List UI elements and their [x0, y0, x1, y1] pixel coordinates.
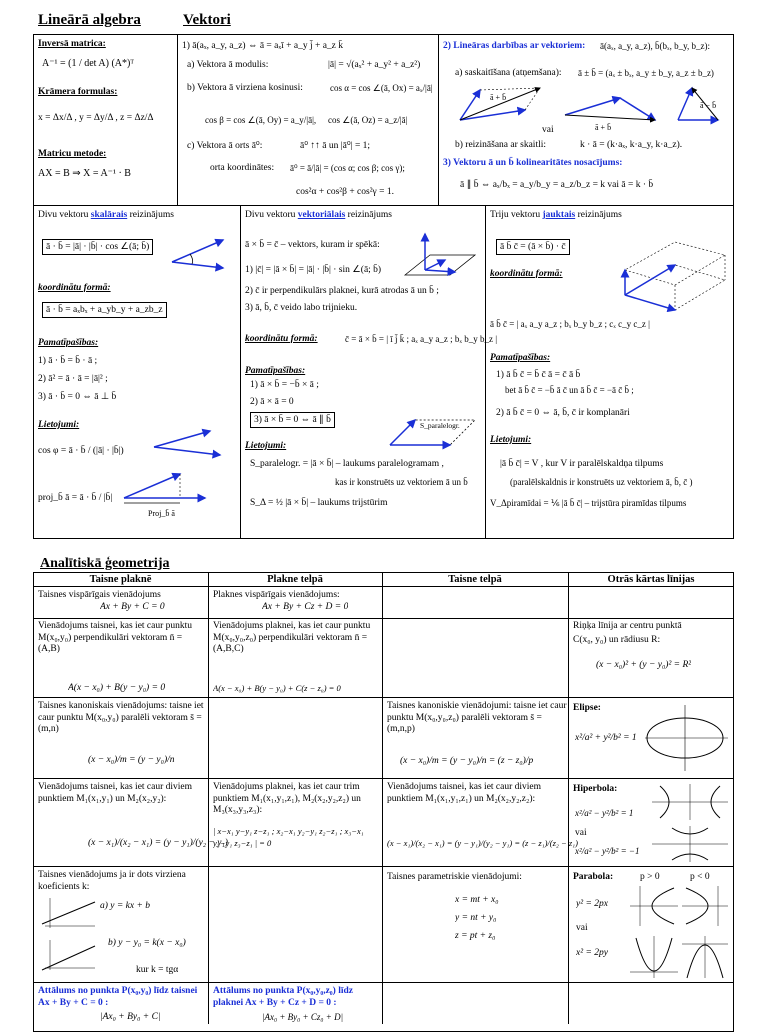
parallelogram-area-label: S_paralelogr.	[420, 421, 460, 430]
scalar-prop-1: 1) ā · b̄ = b̄ · ā ;	[38, 356, 98, 366]
triple-prop-1b: bet ā b̄ c̄ = −b̄ ā c̄ un ā b̄ c̄ = −ā c̄ b̄ ;	[505, 385, 634, 395]
inverse-matrix-title: Inversā matrica:	[38, 39, 106, 49]
line-point-normal-text: Vienādojums taisnei, kas iet caur punktu M(x₀,y₀) perpendikulāri vektoram n̄ = (A,B)	[38, 621, 193, 654]
canonical-space-line-equation: (x − x₀)/m = (y − y₀)/n = (z − z₀)/p	[400, 756, 534, 766]
scalar-coord-label: koordinātu formā:	[38, 283, 111, 293]
triple-use-volume-note: (paralēlskaldnis ir konstruēts uz vektoriem ā, b̄, c̄ )	[510, 477, 693, 487]
cross-prop-2: 2) ā × ā = 0	[250, 397, 294, 407]
module-formula: |ā| = √(aₓ² + a_y² + a_z²)	[328, 60, 421, 70]
cross-title	[245, 209, 392, 221]
triple-use-pyramid: V_Δpiramīdai = ⅙ |ā b̄ c̄| – trijstūra piramīdas tilpums	[490, 498, 687, 508]
row-divider-4	[33, 866, 734, 867]
inverse-matrix-formula: A⁻¹ = (1 / det A) (A*)ᵀ	[42, 58, 134, 69]
scalar-mult-label: b) reizināšana ar skaitli:	[455, 140, 547, 150]
col-divider-3	[568, 572, 569, 1024]
hyperbola-graph	[650, 782, 730, 864]
direction-cosines-label: b) Vektora ā virziena kosinusi:	[187, 83, 303, 93]
ort-text: ā⁰ ↑↑ ā un |ā⁰| = 1;	[300, 141, 371, 151]
ellipse-graph	[640, 703, 730, 773]
three-point-plane-equation: | x−x₁ y−y₁ z−z₁ ; x₂−x₁ y₂−y₁ z₂−z₁ ; x₃−x₁ y₃−y₁ z₃−z₁ | = 0	[213, 826, 364, 848]
parabola-equation-1: y² = 2px	[576, 899, 608, 909]
ort-identity: cos²α + cos²β + cos²γ = 1.	[296, 187, 394, 197]
triple-prop-1: 1) ā b̄ c̄ = b̄ c̄ ā = c̄ ā b̄	[496, 370, 581, 380]
scalar-use-diagram	[150, 425, 230, 465]
scalar-prop-3: 3) ā · b̄ = 0 ⇔ ā ⊥ b̄	[38, 392, 117, 402]
cross-title-word: vektoru	[266, 210, 296, 220]
two-point-space-line-text: Vienādojums taisnei, kas iet caur diviem punktiem M₁(x₁,y₁,z₁) un M₂(x₂,y₂,z₂):	[387, 782, 542, 804]
point-line-distance-text	[38, 986, 206, 1012]
linear-ops-title: 2) Lineāras darbības ar vektoriem:	[443, 41, 586, 51]
canonical-line-equation: (x − x₀)/m = (y − y₀)/n	[88, 755, 175, 765]
cross-prop-perpendicular: 2) c̄ ir perpendikulārs plaknei, kurā atrodas ā un b̄ ;	[245, 286, 439, 296]
scalar-prop-2: 2) ā² = ā · ā = |ā|² ;	[38, 374, 108, 384]
point-line-distance-label: Attālums no punkta P(x₀,y₀) līdz taisnei Ax + By + C = 0 :	[38, 986, 198, 1008]
col-divider-2	[382, 572, 383, 1024]
page-title-linear-algebra: Lineārā algebra	[38, 12, 141, 28]
circle-center: C(x₀, y₀) un rādiusu R:	[573, 635, 661, 645]
circle-label: Riņķa līnija ar centru punktā	[573, 621, 682, 631]
scalar-definition: ā · b̄ = |ā| · |b̄| · cos ∠(ā; b̄)	[42, 239, 153, 255]
page-title-vectors: Vektori	[183, 12, 231, 28]
cross-definition: ā × b̄ = c̄ – vektors, kuram ir spēkā:	[245, 240, 380, 250]
parabola-label: Parabola:	[573, 872, 614, 882]
parametric-line-text: Taisnes parametriskie vienādojumi:	[387, 872, 522, 882]
col-divider-1	[208, 572, 209, 1024]
parabola-positive: p > 0	[640, 872, 660, 882]
point-slope-equation: b) y − y₀ = k(x − x₀)	[108, 938, 186, 948]
cramer-title: Krāmera formulas:	[38, 87, 118, 97]
scalar-title-pre: Divu	[38, 210, 57, 220]
direction-cosine-gamma: cos ∠(ā, Oz) = a_z/|ā|	[328, 115, 408, 125]
scalar-title-word: vektoru	[59, 210, 89, 220]
header-line-in-space: Taisne telpā	[448, 574, 502, 585]
slope-line-graph	[40, 896, 100, 976]
general-plane-equation: Ax + By + Cz + D = 0	[262, 602, 349, 612]
cross-title-pre: Divu	[245, 210, 264, 220]
hyperbola-equation-1: x²/a² − y²/b² = 1	[575, 808, 634, 818]
plane-point-normal-equation: A(x − x₀) + B(y − y₀) + C(z − z₀) = 0	[213, 683, 341, 693]
cross-prop-right-triple: 3) ā, b̄, c̄ veido labo trijnieku.	[245, 303, 358, 313]
scalar-title-key: skalārais	[90, 210, 128, 220]
triple-title-pre: Triju	[490, 210, 509, 220]
slope-intercept-equation: a) y = kx + b	[100, 901, 151, 911]
vector-coordinates: 1) ā(aₓ, a_y, a_z) ⇔ ā = aₓī + a_y j̄ + a_z k̄	[182, 41, 344, 51]
triple-use-volume: |ā b̄ c̄| = V , kur V ir paralēlskaldņa tilpums	[500, 459, 664, 469]
ort-label: c) Vektora ā orts ā⁰:	[187, 141, 263, 151]
scalar-title-post: reizinājums	[129, 210, 174, 220]
cross-prop-1: 1) ā × b̄ = −b̄ × ā ;	[250, 380, 319, 390]
or-label: vai	[542, 125, 554, 135]
triple-coord-label: koordinātu formā:	[490, 269, 563, 279]
analytic-geometry-title: Analītiskā ģeometrija	[40, 556, 170, 571]
general-line-equation-label: Taisnes vispārīgais vienādojums	[38, 590, 161, 600]
row-divider-2	[33, 697, 734, 698]
scalar-title	[38, 209, 174, 221]
row-divider-3	[33, 778, 734, 779]
header-second-order: Otrās kārtas līnijas	[607, 574, 695, 585]
amb-label: ā − b̄	[700, 101, 717, 110]
triple-title-post: reizinājums	[577, 210, 622, 220]
cross-coord-label: koordinātu formā:	[245, 334, 318, 344]
canonical-line-text: Taisnes kanoniskais vienādojums: taisne iet caur punktu M(x₀,y₀) paralēli vektoram s̄ = (m,n)	[38, 701, 204, 734]
module-label: a) Vektora ā modulis:	[187, 60, 269, 70]
cross-prop-magnitude: 1) |c̄| = |ā × b̄| = |ā| · |b̄| · sin ∠(ā; b̄)	[245, 265, 382, 275]
direction-cosine-alpha: cos α = cos ∠(ā, Ox) = aₓ/|ā|	[330, 83, 433, 93]
cross-product-diagram	[400, 230, 480, 285]
scalar-use-cos: cos φ = ā · b̄ / (|ā| · |b̄|)	[38, 446, 124, 456]
triple-title-word: vektoru	[511, 210, 541, 220]
cross-coord-formula: c̄ = ā × b̄ = | ī j̄ k̄ ; aₓ a_y a_z ; bₓ b_y b_z |	[345, 334, 498, 344]
addition-formula: ā ± b̄ = (aₓ ± bₓ, a_y ± b_y, a_z ± b_z)	[578, 68, 714, 78]
direction-cosine-beta: cos β = cos ∠(ā, Oy) = a_y/|ā|,	[205, 115, 317, 125]
cramer-formula: x = Δx/Δ , y = Δy/Δ , z = Δz/Δ	[38, 113, 154, 123]
scalar-angle-diagram	[168, 232, 233, 272]
linear-ops-vectors: ā(aₓ, a_y, a_z), b̄(bₓ, b_y, b_z):	[600, 41, 711, 51]
ort-coord-label: orta koordinātes:	[210, 163, 275, 173]
apb-label-1: ā + b̄	[490, 93, 507, 102]
ellipse-label: Elipse:	[573, 703, 601, 713]
canonical-space-line-text: Taisnes kanoniskie vienādojumi: taisne iet caur punktu M(x₀,y₀,z₀) paralēli vektoram s̄ = (m,n,p)	[387, 701, 567, 734]
projection-label: Proj_b̄ ā	[148, 509, 175, 518]
triple-coord-formula: ā b̄ c̄ = | aₓ a_y a_z ; bₓ b_y b_z ; cₓ c_y c_z |	[490, 319, 650, 329]
ellipse-equation: x²/a² + y²/b² = 1	[575, 733, 637, 743]
addition-label: a) saskaitīšana (atņemšana):	[455, 68, 562, 78]
triple-prop-2: 2) ā b̄ c̄ = 0 ⇔ ā, b̄, c̄ ir komplanāri	[496, 408, 630, 418]
matrix-method-formula: AX = B ⇒ X = A⁻¹ · B	[38, 168, 131, 179]
cross-use-parallelogram: S_paralelogr. = |ā × b̄| – laukums paralelogramam ,	[250, 459, 444, 469]
triple-definition: ā b̄ c̄ = (ā × b̄) · c̄	[496, 239, 570, 255]
row-divider-0	[33, 586, 734, 587]
row-divider-1	[33, 618, 734, 619]
row-divider-5	[33, 982, 734, 983]
point-plane-distance-label: Attālums no punkta P(x₀,y₀,z₀) līdz plaknei Ax + By + Cz + D = 0 :	[213, 986, 353, 1008]
triple-props-label: Pamatīpašības:	[490, 353, 551, 363]
point-line-distance-formula: |Ax₀ + By₀ + C|	[100, 1012, 161, 1022]
slope-line-text: Taisnes vienādojums ja ir dots virziena koeficients k:	[38, 870, 186, 892]
plane-point-normal-text: Vienādojums plaknei, kas iet caur punktu M(x₀,y₀,z₀) perpendikulāri vektoram n̄ = (A,B,C)	[213, 621, 371, 654]
general-line-equation: Ax + By + C = 0	[100, 602, 165, 612]
hyperbola-label: Hiperbola:	[573, 784, 618, 794]
header-plane-in-space: Plakne telpā	[267, 574, 323, 585]
two-point-line-equation: (x − x₁)/(x₂ − x₁) = (y − y₁)/(y₂ − y₁)	[88, 838, 228, 848]
ort-coord-formula: ā⁰ = ā/|ā| = (cos α; cos β; cos γ);	[290, 163, 405, 173]
circle-equation: (x − x₀)² + (y − y₀)² = R²	[596, 660, 692, 670]
cross-uses-label: Lietojumi:	[245, 441, 287, 451]
point-plane-distance-text	[213, 986, 379, 1012]
parametric-y: y = nt + y₀	[455, 913, 497, 923]
cross-prop-3: 3) ā × b̄ = 0 ⇔ ā ∥ b̄	[250, 412, 335, 428]
triple-title-key: jauktais	[542, 210, 576, 220]
scalar-use-proj: proj_b̄ ā = ā · b̄ / |b̄|	[38, 493, 113, 503]
triple-uses-label: Lietojumi:	[490, 435, 532, 445]
apb-label-2: ā + b̄	[595, 123, 612, 132]
parabola-graph	[628, 884, 730, 980]
cross-title-key: vektoriālais	[297, 210, 346, 220]
two-point-space-line-equation: (x − x₁)/(x₂ − x₁) = (y − y₁)/(y₂ − y₁) = (z − z₁)/(z₂ − z₁)	[387, 838, 578, 848]
cross-title-post: reizinājums	[347, 210, 392, 220]
matrix-method-title: Matricu metode:	[38, 149, 107, 159]
hyperbola-equation-2: x²/a² − y²/b² = −1	[575, 846, 640, 856]
hyperbola-or: vai	[575, 828, 587, 838]
general-plane-equation-label: Plaknes vispārīgais vienādojums:	[213, 590, 340, 600]
scalar-props-label: Pamatīpašības:	[38, 338, 99, 348]
cross-use-triangle: S_Δ = ½ |ā × b̄| – laukums trijstūrim	[250, 498, 388, 508]
point-plane-distance-formula: |Ax₀ + By₀ + Cz₀ + D|	[262, 1012, 344, 1022]
header-line-in-plane: Taisne plaknē	[89, 574, 152, 585]
parametric-x: x = mt + x₀	[455, 895, 499, 905]
slope-tangent-note: kur k = tgα	[136, 965, 179, 975]
scalar-uses-label: Lietojumi:	[38, 420, 80, 430]
parabola-or: vai	[576, 923, 588, 933]
cross-props-label: Pamatīpašības:	[245, 366, 306, 376]
scalar-coord-formula: ā · b̄ = aₓbₓ + a_yb_y + a_zb_z	[42, 302, 167, 318]
triple-title	[490, 209, 622, 221]
collinearity-title: 3) Vektoru ā un b̄ kolinearitātes nosacījums:	[443, 158, 623, 168]
scalar-mult-formula: k · ā = (k·aₓ, k·a_y, k·a_z).	[580, 140, 683, 150]
two-point-line-text: Vienādojums taisnei, kas iet caur diviem punktiem M₁(x₁,y₁) un M₂(x₂,y₂):	[38, 782, 193, 804]
parametric-z: z = pt + z₀	[455, 931, 496, 941]
line-point-normal-equation: A(x − x₀) + B(y − y₀) = 0	[68, 683, 166, 693]
three-point-plane-text: Vienādojums plaknei, kas iet caur trim punktiem M₁(x₁,y₁,z₁), M₂(x₂,y₂,z₂) un M₃(x₃,y₃,z₃):	[213, 782, 361, 815]
collinearity-formula: ā ∥ b̄ ⇔ aₓ/bₓ = a_y/b_y = a_z/b_z = k vai ā = k · b̄	[460, 180, 654, 190]
cross-use-parallelogram-note: kas ir konstruēts uz vektoriem ā un b̄	[335, 477, 468, 487]
parallelepiped-diagram	[615, 240, 730, 320]
parabola-equation-2: x² = 2py	[576, 948, 608, 958]
vector-addition-diagram	[450, 80, 730, 135]
parabola-negative: p < 0	[690, 872, 710, 882]
